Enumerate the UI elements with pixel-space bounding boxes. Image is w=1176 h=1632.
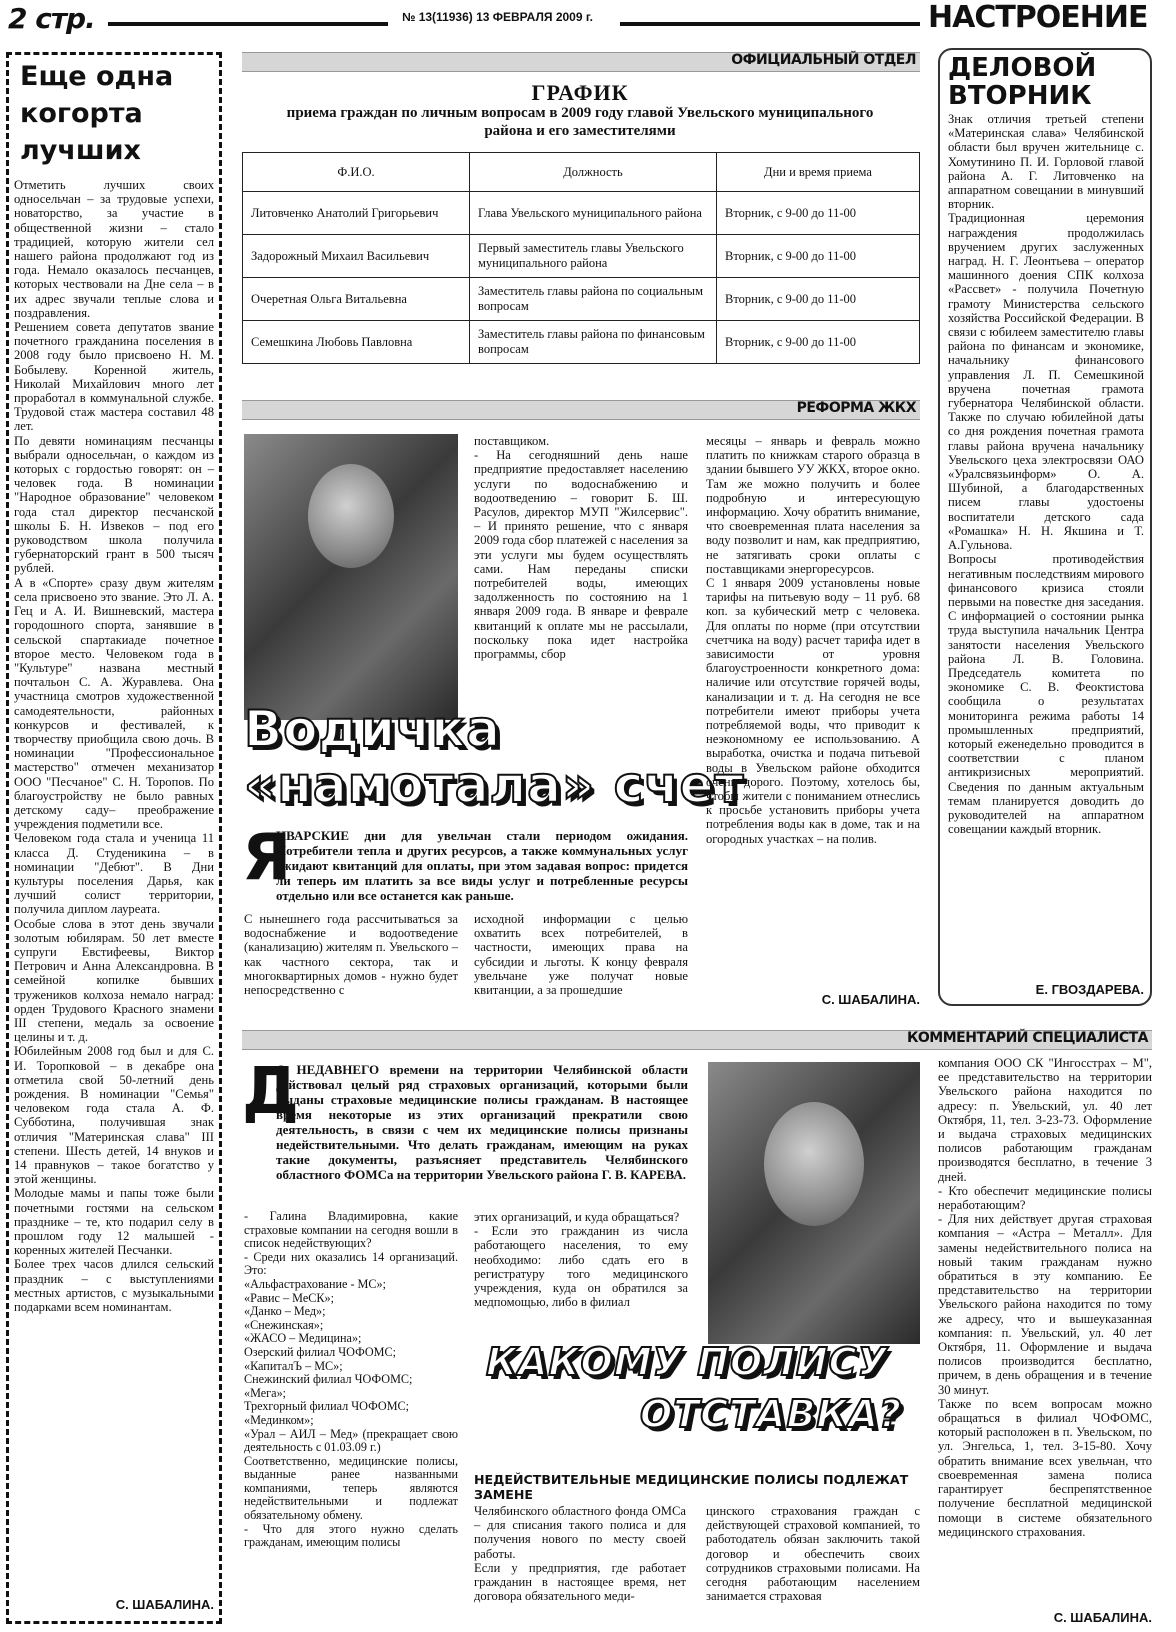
- director-photo: [244, 434, 458, 720]
- policy-headline-line1: КАКОМУ ПОЛИСУ: [486, 1340, 888, 1384]
- page-number: 2 стр.: [8, 2, 95, 35]
- policy-col3b: цинского страхования граждан с действующей страховой компанией, то работодатель обязан заключить такой договор и обеспечить своих сотрудников страховыми полисами. На сегодня работающим населением занимается страховая: [706, 1504, 920, 1604]
- table-row: [243, 235, 920, 278]
- water-signature: С. ШАБАЛИНА.: [821, 992, 920, 1007]
- table-cell: Очеретная Ольга Витальевна: [243, 278, 470, 321]
- header-rule-left: [108, 22, 388, 26]
- issue-date: № 13(11936) 13 ФЕВРАЛЯ 2009 г.: [402, 10, 593, 24]
- header-rule-right: [620, 22, 920, 26]
- water-headline-line1: Водичка: [244, 700, 501, 758]
- table-cell: Задорожный Михаил Васильевич: [243, 235, 470, 278]
- table-row: [243, 321, 920, 364]
- table-cell: Семешкина Любовь Павловна: [243, 321, 470, 364]
- water-lead: НВАРСКИЕ дни для увельчан стали периодом ожидания. Потребители тепла и других ресурсов, а также коммунальных услуг ожидают квитанций для оплаты, при этом задавая вопрос: придется ли теперь им платить за все виды услуг и потребленные ресурсы отдельно или все останется как раньше.: [276, 828, 688, 903]
- policy-subhead: НЕДЕЙСТВИТЕЛЬНЫЕ МЕДИЦИНСКИЕ ПОЛИСЫ ПОДЛЕЖАТ ЗАМЕНЕ: [474, 1472, 909, 1502]
- column-header: Ф.И.О.: [243, 153, 470, 192]
- table-cell: Глава Увельского муниципального района: [470, 192, 717, 235]
- specialist-photo: [708, 1062, 920, 1344]
- table-cell: Вторник, с 9-00 до 11-00: [717, 321, 920, 364]
- business-tuesday-signature: Е. ГВОЗДАРЕВА.: [1035, 982, 1144, 997]
- column-header: Дни и время приема: [717, 153, 920, 192]
- schedule-subtitle: приема граждан по личным вопросам в 2009 году главой Увельского муниципального района и его заместителями: [286, 105, 874, 139]
- table-cell: Заместитель главы района по социальным вопросам: [470, 278, 717, 321]
- policy-lead: О НЕДАВНЕГО времени на территории Челябинской области действовал целый ряд страховых организаций, которыми были выданы страховые медицинские полисы гражданам. В настоящее время некоторые из этих организаций прекратили свою деятельность, в связи с чем их медицинские полисы признаны недействительными. Что делать гражданам, имеющим на руках такие документы, разъясняет представитель Челябинского областного ФОМСа на территории Увельского района Г. В. КАРЕВА.: [276, 1062, 688, 1182]
- water-col2: поставщиком. - На сегодняшний день наше предприятие предоставляет населению услуги по водоснабжению и водоотведению – говорит Б. Ш. Расулов, директор МУП "Жилсервис". – И принято решение, что с января 2009 года сбор платежей с населения за эти услуги мы будем осуществлять сами. Нам переданы списки потребителей воды, имеющих задолженность по состоянию на 1 января 2009 года. В январе и феврале квитанций к оплате мы не рассылали, поскольку пока идет настройка программы, сбор: [474, 434, 688, 662]
- left-article-signature: С. ШАБАЛИНА.: [115, 1597, 214, 1612]
- business-tuesday-title: ДЕЛОВОЙ ВТОРНИК: [948, 53, 1097, 111]
- policy-col1: - Галина Владимировна, какие страховые компании на сегодня вошли в список недействующих? - Среди них оказались 14 организаций. Это: «Альфастрахование - МС»; «Равис – МеСК»; «Данко – Мед»; «Снежинская»; «ЖАСО – Медицина»; Озерский филиал ЧОФОМС; «КапиталЪ – МС»; Снежинский филиал ЧОФОМС; «Мега»; Трехгорный филиал ЧОФОМС; «Мединком»; «Урал – АИЛ – Мед» (прекращает свою деятельность с 01.03.09 г.) Соответственно, медицинские полисы, выданные ранее названными компаниями, теперь являются недействительными и подлежат обязательному обмену. - Что для этого нужно сделать гражданам, имеющим полисы: [244, 1209, 458, 1550]
- table-cell: Вторник, с 9-00 до 11-00: [717, 235, 920, 278]
- policy-signature: С. ШАБАЛИНА.: [1053, 1610, 1152, 1625]
- table-row: [243, 192, 920, 235]
- policy-col4: компания ООО СК "Ингосстрах – М", ее представительство на территории Увельского района находится по адресу: п. Увельский, ул. 40 лет Октября, 11, тел. 3-23-73. Оформление и выдача страховых медицинских полисов работающим гражданам производятся бесплатно, в течение 3 дней. - Кто обеспечит медицинские полисы неработающим? - Для них действует другая страховая компания – «Астра – Металл». Для замены недействительного полиса на новый таким гражданам нужно обратиться в эту компанию. Ее представительство на территории Увельского района находится по тому же адресу, что и вышеуказанная компания: п. Увельский, ул. 40 лет Октября, 11. Оформление и выдача полисов производится бесплатно, причем, в день обращения и в течение 30 минут. Также по всем вопросам можно обращаться в филиал ЧОФОМС, который расположен в п. Увельском, по ул. Энгельса, 1, тел. 3-15-80. Хочу обратить внимание всех увельчан, что своевременная замена полиса гарантирует беспрепятственное получение бесплатной медицинской помощи в системе обязательного медицинского страхования.: [938, 1056, 1152, 1539]
- policy-headline-line2: ОТСТАВКА?: [640, 1392, 902, 1436]
- section-title: НАСТРОЕНИЕ: [928, 0, 1148, 35]
- schedule-title: ГРАФИК: [531, 80, 629, 105]
- water-col3: месяцы – январь и февраль можно платить по книжкам старого образца в здании бывшего УУ ЖКХ, второе окно. Там же можно получить и более подробную и интересующую информацию. Хочу обратить внимание, что своевременная плата населения за воду позволит и нам, как предприятию, не затягивать сроки оплаты с поставщиками энергоресурсов. С 1 января 2009 установлены новые тарифы на питьевую воду – 11 руб. 68 коп. за кубический метр с человека. Для оплаты по норме (при отсутствии счетчика на воду) расчет тарифа идет в зависимости от уровня благоустроенности конкретного дома: наличие или отсутствие горячей воды, канализации и т. д. На сегодня не все потребители имеют приборы учета потребляемой воды, что приводит к неэкономному ее использованию. А выработка, очистка и подача питьевой воды в Увельском районе обходится очень дорого. Поэтому, хотелось бы, чтобы жители с пониманием отнеслись к просьбе установить приборы учета потребления воды как в доме, так и на огородных участках – на полив.: [706, 434, 920, 846]
- water-dropcap: Я: [242, 821, 292, 895]
- photo-face: [764, 1102, 864, 1226]
- table-row: [243, 278, 920, 321]
- table-cell: Заместитель главы района по финансовым вопросам: [470, 321, 717, 364]
- table-header-row: [243, 153, 920, 192]
- policy-col2: этих организаций, и куда обращаться? - Если это гражданин из числа работающего населения, то ему необходимо: либо сдать его в регистратуру того медицинского учреждения, куда он обратился за медпомощью, либо в филиал: [474, 1210, 688, 1310]
- policy-col2b: Челябинского областного фонда ОМСа – для списания такого полиса и для получения нового по месту своей работы. Если у предприятия, где работает гражданин в настоящее время, нет договора обязательного меди-: [474, 1504, 686, 1604]
- left-article-body: Отметить лучших своих односельчан – за трудовые успехи, новаторство, за участие в общественной жизни – стало традицией, которую жители сел нашего района продолжают год из года. Немало оказалось песчанцев, которых чествовали на Дне села – в их адрес звучали теплые слова и поздравления. Решением совета депутатов звание почетного гражданина поселения в 2008 году было присвоено Н. М. Бобылеву. Коренной житель, Николай Михайлович много лет проработал в коммунальной службе. Трудовой стаж мастера составил 48 лет. По девяти номинациям песчанцы выбрали односельчан, о каждом из которых с гордостью говорят: он – человек года. В номинации "Народное образование" человеком года стал директор песчанской школы Б. Н. Извеков – под его руководством школа получила губернаторский грант в 500 тысяч рублей. А в «Спорте» сразу двум жителям села присвоено это звание. Это Л. А. Гец и А. И. Вишневский, мастера городошного спорта, занявшие в сельской спартакиаде почетное второе место. Человеком года в "Культуре" названа местный почтальон С. А. Журавлева. Она участница смотров художественной самодеятельности, районных конкурсов и фестивалей, к творчеству приобщила свою дочь. В номинации "Профессиональное мастерство" отмечен механизатор ООО "Песчаное" С. Н. Торопов. По благоустройству не было равных детскому саду– преображение учреждения подметили все. Человеком года стала и ученица 11 класса Д. Студеникина – в номинации "Дебют". В Дни культуры поселения Дарья, как лучший солист территории, получила диплом лауреата. Особые слова в этот день звучали золотым юбилярам. 50 лет вместе супруги Евстифеевы, Виктор Петрович и Анна Александровна. В семейной копилке бывших тружеников колхоза немало наград: орден Трудового Красного знамени III степени, медаль за освоение целины и т. д. Юбилейным 2008 год был и для С. И. Торопковой – в декабре она отметила свой 50-летний день рождения. В номинации "Семья" человеком года стала А. Ф. Субботина, получившая знак отличия "Материнская слава" III степени. Шесть детей, 14 внуков и 14 правнуков – такое богатство у этой женщины. Молодые мамы и папы тоже были почетными гостями на сельском празднике – те, кто подарил селу в прошлом году 12 малышей - коренных жителей Песчанки. Более трех часов длился сельский праздник – с выступлениями местных артистов, с музыкальными подарками всем номинантам.: [14, 178, 214, 1315]
- table-cell: Литовченко Анатолий Григорьевич: [243, 192, 470, 235]
- column-header: Должность: [470, 153, 717, 192]
- table-cell: Вторник, с 9-00 до 11-00: [717, 192, 920, 235]
- rubric-official: ОФИЦИАЛЬНЫЙ ОТДЕЛ: [731, 52, 916, 68]
- table-cell: Первый заместитель главы Увельского муниципального района: [470, 235, 717, 278]
- water-headline-line2: «намотала» счет: [244, 756, 745, 814]
- left-article-title: Еще одна когорта лучших: [20, 61, 174, 166]
- table-cell: Вторник, с 9-00 до 11-00: [717, 278, 920, 321]
- schedule-table: [242, 152, 920, 364]
- business-tuesday-body: Знак отличия третьей степени «Материнская слава» Челябинской области был вручен жительнице с. Хомутинино П. И. Горловой главой района А. Г. Литовченко на аппаратном совещании в минувший вторник. Традиционная церемония награждения продолжилась вручением других заслуженных наград. Н. Г. Леонтьева – оператор машинного доения СПК колхоза «Рассвет» - получила Почетную грамоту Министерства сельского хозяйства Российской Федерации. В связи с юбилеем заместителю главы района по финансам и экономике, начальнику финансового управления Л. П. Семешкиной вручена почетная грамота губернатора Челябинской области. Также по случаю юбилейной даты со дня рождения почетная грамота главы района вручена начальнику Увельского цеха электросвязи ОАО «Уралсвязьинформ» О. А. Шубиной, а благодарственных писем главы удостоены воспитатели детского сада «Ромашка» Н. Н. Якшина и Т. А.Гульнова. Вопросы противодействия негативным последствиям мирового финансового кризиса стояли первыми на повестке дня заседания. С информацией о состоянии рынка труда выступила начальник Центра занятости населения Увельского района Л. В. Головина. Председатель комитета по экономике С. В. Феоктистова сообщила о результатах мониторинга режима работы 14 промышленных предприятий, который еженедельно проводится в соответствии с планом антикризисных мероприятий. Сведения по данным актуальным темам планируется доводить до руководителей на аппаратном совещании каждый вторник.: [948, 112, 1144, 837]
- rubric-housing: РЕФОРМА ЖКХ: [796, 400, 916, 416]
- rubric-comment: КОММЕНТАРИЙ СПЕЦИАЛИСТА: [906, 1030, 1148, 1046]
- photo-face: [308, 464, 394, 568]
- policy-dropcap: Д: [242, 1055, 299, 1129]
- water-col2b: исходной информации с целью охватить всех потребителей, в частности, имеющих права на субсидии и льготы. К концу февраля увельчане уже получат новые квитанции, а за прошедшие: [474, 912, 688, 998]
- water-col1: С нынешнего года рассчитываться за водоснабжение и водоотведение (канализацию) жителям п. Увельского – как частного сектора, так и многоквартирных домов - нужно будет непосредственно с: [244, 912, 458, 998]
